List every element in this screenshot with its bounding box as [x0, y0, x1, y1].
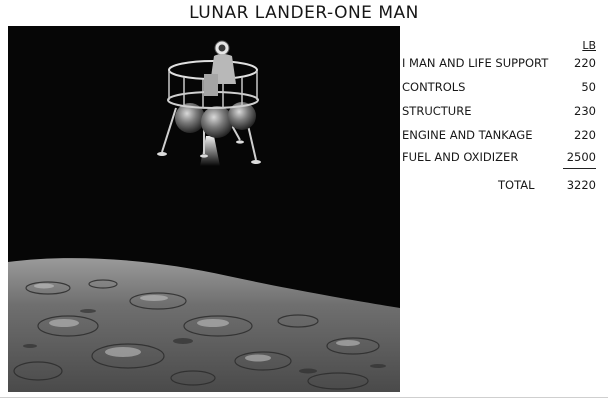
row-label: FUEL AND OXIDIZER — [402, 150, 519, 164]
chart-title: LUNAR LANDER-ONE MAN — [189, 3, 419, 23]
table-row — [402, 104, 596, 120]
row-label: STRUCTURE — [402, 104, 472, 118]
table-row — [402, 80, 596, 96]
row-value: 220 — [574, 56, 596, 70]
row-label: ENGINE AND TANKAGE — [402, 128, 533, 142]
row-value: 230 — [574, 104, 596, 118]
lunar-lander-illustration — [8, 26, 400, 392]
total-value: 3220 — [566, 178, 596, 192]
table-row — [402, 56, 596, 72]
table-row — [402, 128, 596, 144]
row-value: 50 — [581, 80, 596, 94]
unit-header: LB — [582, 39, 596, 52]
lander-scene-svg — [8, 26, 400, 392]
table-row — [402, 150, 596, 166]
row-label: I MAN AND LIFE SUPPORT — [402, 56, 549, 70]
row-label: CONTROLS — [402, 80, 466, 94]
row-value: 2500 — [566, 150, 596, 164]
row-value: 220 — [574, 128, 596, 142]
divider — [0, 397, 608, 398]
total-label: TOTAL — [498, 178, 535, 192]
total-row — [402, 178, 596, 194]
total-rule — [563, 168, 596, 169]
